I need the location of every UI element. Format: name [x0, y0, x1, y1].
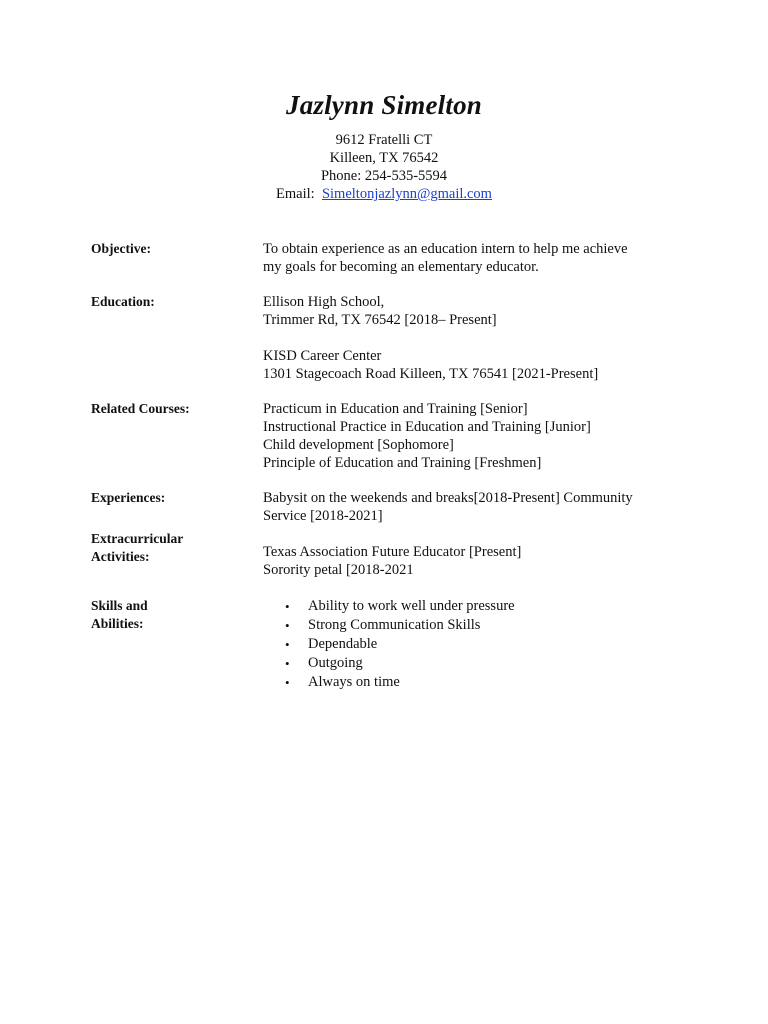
- objective-label: Objective:: [91, 241, 151, 256]
- skills-content: [263, 597, 663, 692]
- school-address: 1301 Stagecoach Road Killeen, TX 76541 [2021-Present]: [263, 366, 599, 382]
- skill-item: [263, 635, 663, 654]
- bullet-icon: •: [285, 618, 290, 633]
- email-line: [0, 185, 768, 203]
- courses-content: [263, 400, 663, 472]
- skill-text: Ability to work well under pressure: [308, 598, 515, 614]
- bullet-icon: •: [285, 675, 290, 690]
- education-label: Education:: [91, 294, 155, 309]
- skills-label-line: Abilities:: [91, 616, 144, 631]
- phone-line: Phone: 254-535-5594: [320, 168, 448, 184]
- experience-line: Service [2018-2021]: [263, 508, 383, 524]
- extracurricular-label-line: Extracurricular: [91, 531, 184, 546]
- email-link[interactable]: Simeltonjazlynn@gmail.com: [321, 186, 492, 202]
- skill-item: [263, 673, 663, 692]
- objective-content: [263, 240, 663, 276]
- course-item: Instructional Practice in Education and Training [Junior]: [263, 419, 591, 435]
- contact-block: [0, 131, 768, 203]
- experiences-label: Experiences:: [91, 490, 166, 505]
- bullet-icon: •: [285, 656, 290, 671]
- bullet-icon: •: [285, 599, 290, 614]
- activity-item: Sorority petal [2018-2021: [263, 562, 414, 578]
- extracurricular-label: [91, 530, 251, 566]
- spacer: [263, 329, 663, 347]
- education-content: [263, 293, 663, 383]
- extracurricular-label-line: Activities:: [91, 549, 150, 564]
- skills-label: [91, 597, 251, 633]
- resume-name: Jazlynn Simelton: [286, 90, 482, 120]
- skills-label-line: Skills and: [91, 598, 148, 613]
- address-line-1: 9612 Fratelli CT: [335, 132, 433, 148]
- school-name: Ellison High School,: [263, 294, 385, 310]
- course-item: Child development [Sophomore]: [263, 437, 454, 453]
- school-name: KISD Career Center: [263, 348, 382, 364]
- experience-line: Babysit on the weekends and breaks[2018-Present] Community: [263, 490, 633, 506]
- skill-item: [263, 616, 663, 635]
- email-label: Email:: [276, 186, 315, 202]
- school-address: Trimmer Rd, TX 76542 [2018– Present]: [263, 312, 497, 328]
- objective-line: my goals for becoming an elementary educator.: [263, 259, 539, 275]
- course-item: Principle of Education and Training [Freshmen]: [263, 455, 542, 471]
- extracurricular-content: [263, 543, 663, 579]
- skills-list: [263, 597, 663, 692]
- skill-text: Strong Communication Skills: [308, 617, 481, 633]
- address-line-2: Killeen, TX 76542: [329, 150, 439, 166]
- objective-line: To obtain experience as an education intern to help me achieve: [263, 241, 628, 257]
- skill-item: [263, 597, 663, 616]
- skill-text: Dependable: [308, 636, 378, 652]
- activity-item: Texas Association Future Educator [Present]: [263, 544, 522, 560]
- experiences-content: [263, 489, 663, 525]
- bullet-icon: •: [285, 637, 290, 652]
- courses-label: Related Courses:: [91, 401, 190, 416]
- skill-item: [263, 654, 663, 673]
- skill-text: Always on time: [308, 674, 400, 690]
- course-item: Practicum in Education and Training [Senior]: [263, 401, 528, 417]
- skill-text: Outgoing: [308, 655, 363, 671]
